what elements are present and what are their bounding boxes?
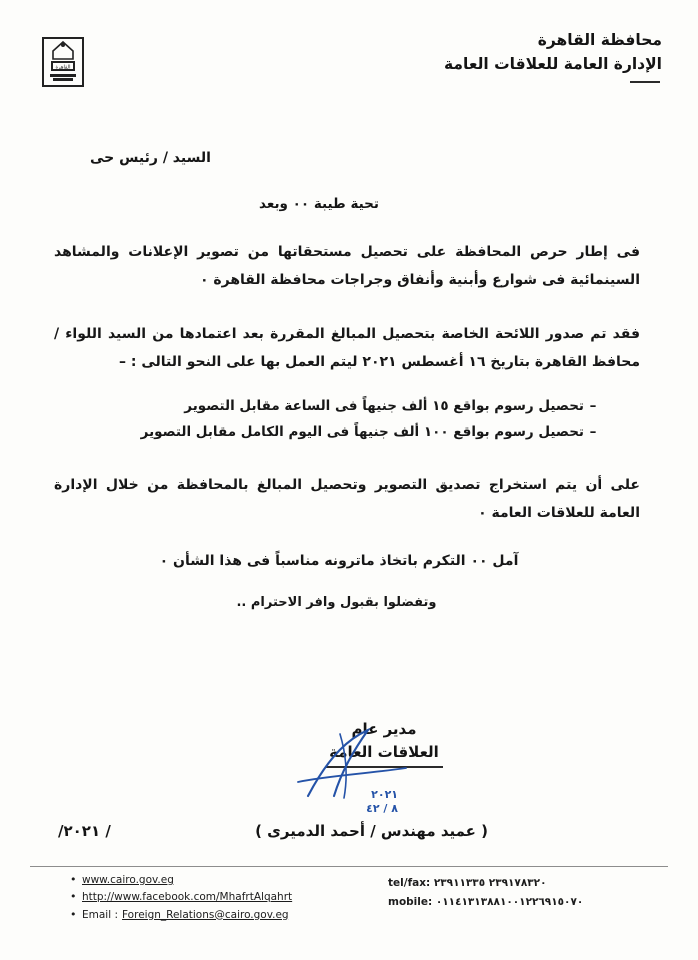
closing-request: آمل ٠٠ التكرم باتخاذ ماترونه مناسباً فى هذا الشأن ٠ — [159, 553, 519, 570]
signature-date-stamp — [366, 788, 398, 815]
mobile-value: ٠١١٤١٣١٣٨٨١٠٠١٢٢٦٩١٥٠٧٠ — [435, 896, 584, 909]
signer-title-line2: العلاقات العامة — [329, 742, 439, 761]
telfax-value: ٢٣٩١٧٨٣٢٠ ٢٣٩١١٣٣٥ — [433, 877, 547, 889]
footer-divider — [30, 866, 668, 867]
paragraph-2: فقد تم صدور اللائحة الخاصة بتحصيل المبالغ المقررة بعد اعتمادها من السيد اللواء / محافظ القاهرة بتاريخ ١٦ أغسطس ٢٠٢١ ليتم العمل بها على النحو التالى : – — [54, 326, 640, 370]
svg-text:القاهرة: القاهرة — [55, 64, 71, 71]
letter-body — [40, 140, 658, 610]
department-name: الإدارة العامة للعلاقات العامة — [444, 55, 662, 74]
list-item-text: تحصيل رسوم بواقع ١٥ ألف جنيهاً فى الساعة مقابل التصوير — [184, 398, 584, 414]
paragraph-3: على أن يتم استخراج تصديق التصوير وتحصيل المبالغ بالمحافظة من خلال الإدارة العامة للعلاقات العامة ٠ — [54, 477, 640, 522]
document-date: / ٢٠٢١/ — [58, 822, 111, 840]
cairo-governorate-emblem-icon — [40, 32, 86, 90]
bullet-dot-icon: • — [70, 873, 77, 886]
list-item — [78, 420, 602, 446]
signer-name: ( عميد مهندس / أحمد الدميرى ) — [255, 822, 488, 840]
addressee-line: السيد / رئيس حى — [90, 150, 211, 166]
signer-title-line1: مدير عام — [351, 720, 417, 738]
bullet-dot-icon: • — [70, 907, 77, 921]
facebook-link[interactable]: http://www.facebook.com/MhafrtAlqahrt — [82, 891, 293, 904]
email-label: Email : — [82, 908, 119, 921]
stamp-year: ٢٠٢١ — [371, 788, 398, 801]
website-link[interactable]: www.cairo.gov.eg — [82, 874, 174, 886]
bullet-dash: – — [589, 398, 597, 414]
signer-title-underline — [325, 766, 443, 768]
regards-line: وتفضلوا بقبول وافر الاحترام .. — [236, 595, 437, 611]
footer-links — [70, 872, 292, 924]
list-item — [70, 889, 292, 906]
governorate-name: محافظة القاهرة — [537, 31, 662, 49]
paragraph-1: فى إطار حرص المحافظة على تحصيل مستحقاتها من تصوير الإعلانات والمشاهد السينمائية فى شوارع وأبنية وأنفاق وجراجات محافظة القاهرة ٠ — [54, 244, 640, 288]
list-item-text: تحصيل رسوم بواقع ١٠٠ ألف جنيهاً فى اليوم الكامل مقابل التصوير — [140, 423, 584, 440]
signature-area — [0, 718, 698, 848]
letter-footer — [30, 872, 668, 932]
header-divider — [630, 81, 660, 83]
greeting-line: تحية طيبة ٠٠ وبعد — [259, 196, 379, 212]
list-item — [70, 907, 292, 924]
letter-header — [0, 26, 698, 116]
bullet-dot-icon: • — [70, 890, 77, 904]
list-item — [388, 893, 583, 912]
list-item — [388, 874, 583, 893]
list-item — [70, 872, 292, 889]
bullet-dash: – — [589, 423, 597, 440]
email-link[interactable]: Foreign_Relations@cairo.gov.eg — [122, 908, 289, 921]
signer-title — [325, 718, 443, 768]
telfax-label: tel/fax: — [388, 877, 431, 889]
list-item — [78, 394, 602, 420]
organization-block — [444, 28, 662, 83]
stamp-day-month: ٨ / ٤٢ — [366, 802, 398, 815]
footer-contacts — [388, 874, 583, 913]
mobile-label: mobile: — [388, 896, 433, 909]
fee-list — [40, 394, 658, 445]
